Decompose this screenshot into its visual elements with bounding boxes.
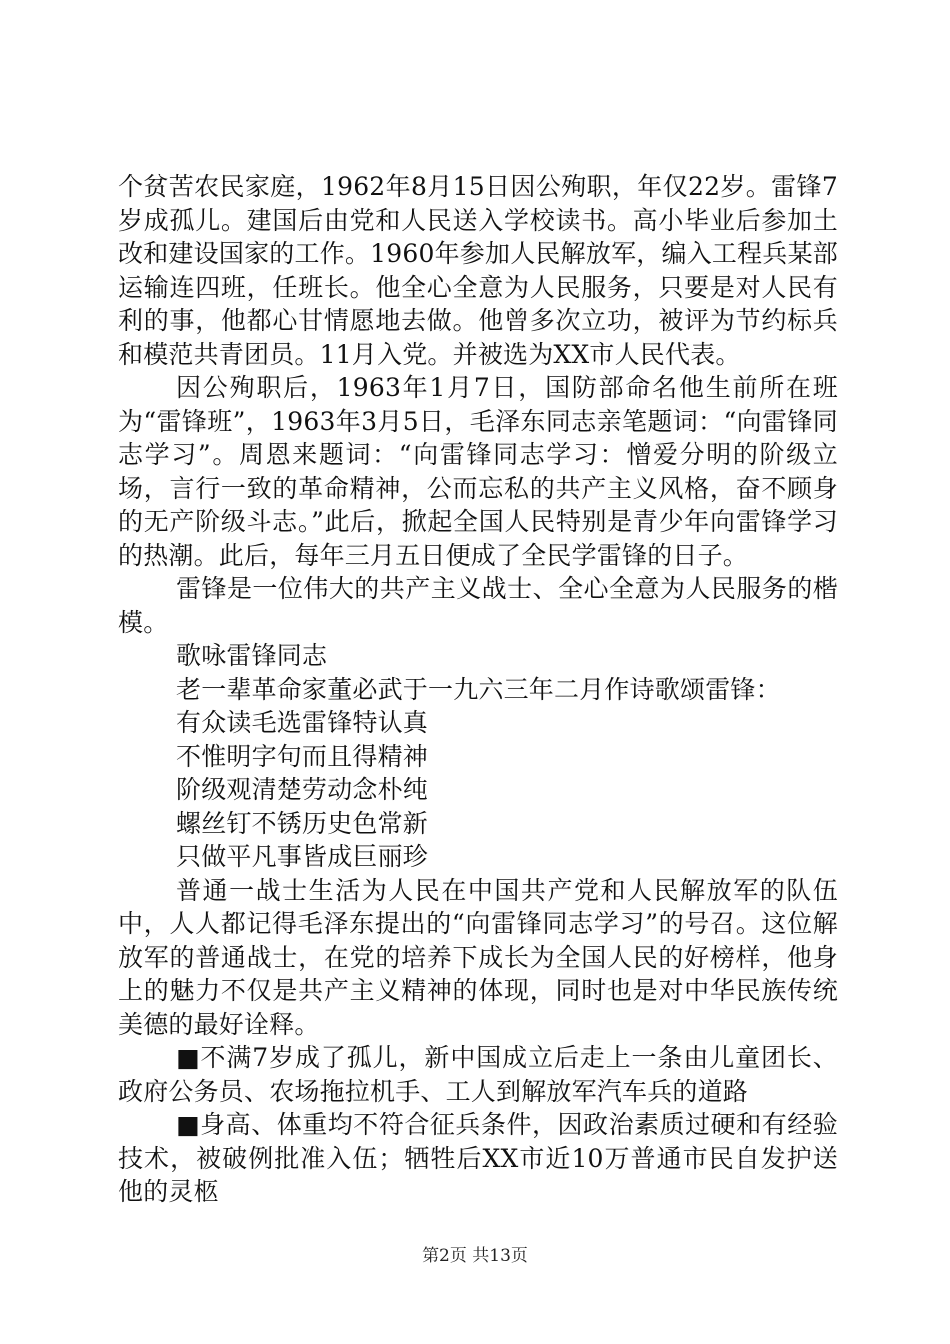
document-body	[118, 170, 838, 1209]
page-number-footer: 第2页 共13页	[422, 1246, 528, 1266]
poem-line: 阶级观清楚劳动念朴纯	[176, 775, 429, 804]
paragraph-bullet-enlistment: ■身高、体重均不符合征兵条件，因政治素质过硬和有经验技术，被破例批准入伍；牺牲后XX市近10万普通市民自发护送他的灵柩	[118, 1110, 838, 1206]
paragraph-ordinary-soldier: 普通一战士生活为人民在中国共产党和人民解放军的队伍中，人人都记得毛泽东提出的“向雷锋同志学习”的号召。这位解放军的普通战士，在党的培养下成长为全国人民的好榜样，他身上的魅力不仅是共产主义精神的体现，同时也是对中华民族传统美德的最好诠释。	[118, 875, 838, 1039]
poem-intro: 老一辈革命家董必武于一九六三年二月作诗歌颂雷锋：	[176, 674, 781, 704]
poem-line: 只做平凡事皆成巨丽珍	[176, 842, 429, 871]
paragraph-commemoration: 因公殉职后，1963年1月7日，国防部命名他生前所在班为“雷锋班”，1963年3月5日，毛泽东同志亲笔题词：“向雷锋同志学习”。周恩来题词：“向雷锋同志学习：憎爱分明的阶级立场，言行一致的革命精神，公而忘私的共产主义风格，奋不顾身的无产阶级斗志。”此后，掀起全国人民特别是青少年向雷锋学习的热潮。此后，每年三月五日便成了全民学雷锋的日子。	[118, 373, 838, 570]
paragraph-model: 雷锋是一位伟大的共产主义战士、全心全意为人民服务的楷模。	[118, 574, 838, 637]
paragraph-biography: 个贫苦农民家庭，1962年8月15日因公殉职，年仅22岁。雷锋7岁成孤儿。建国后由党和人民送入学校读书。高小毕业后参加土改和建设国家的工作。1960年参加人民解放军，编入工程兵某部运输连四班，任班长。他全心全意为人民服务，只要是对人民有利的事，他都心甘情愿地去做。他曾多次立功，被评为节约标兵和模范共青团员。11月入党。并被选为XX市人民代表。	[118, 172, 838, 369]
poem-line: 螺丝钉不锈历史色常新	[176, 808, 429, 838]
paragraph-bullet-orphan: ■不满7岁成了孤儿，新中国成立后走上一条由儿童团长、政府公务员、农场拖拉机手、工人到解放军汽车兵的道路	[118, 1043, 838, 1106]
poem-line: 有众读毛选雷锋特认真	[176, 708, 429, 737]
poem-title: 歌咏雷锋同志	[176, 641, 328, 670]
poem-line: 不惟明字句而且得精神	[176, 741, 429, 771]
